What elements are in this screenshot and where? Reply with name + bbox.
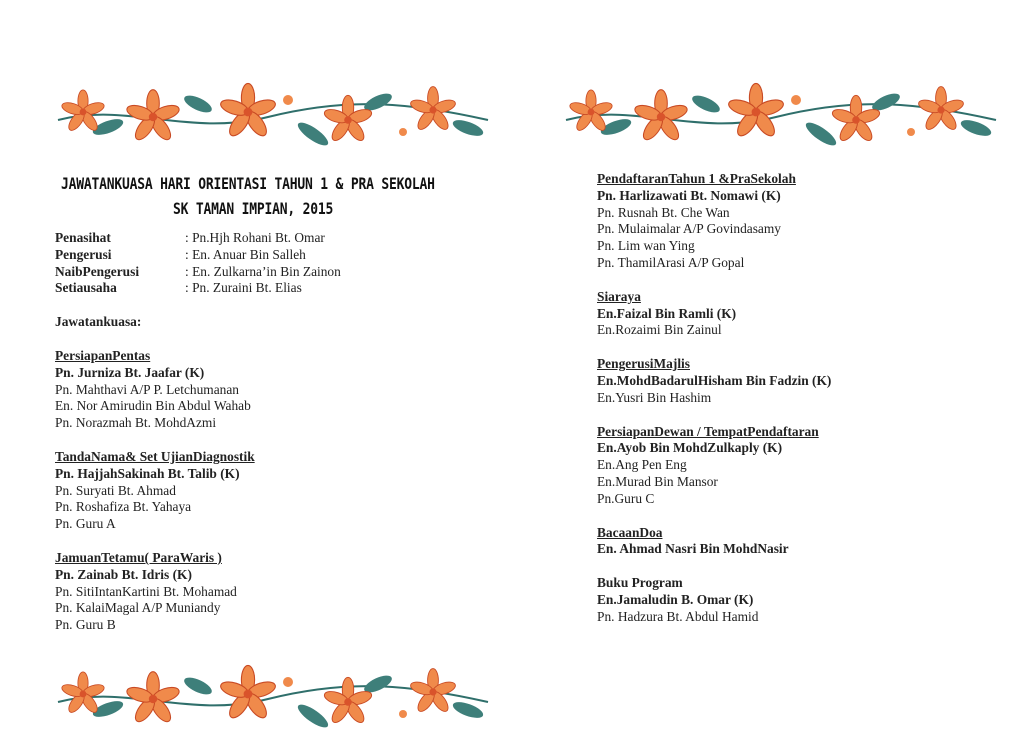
section-member: Pn. Rusnah Bt. Che Wan — [597, 204, 730, 220]
officer-name: : Pn. Zuraini Bt. Elias — [185, 280, 302, 296]
section-member: Pn. Guru A — [55, 516, 116, 532]
section-leader: En.Jamaludin B. Omar (K) — [597, 591, 754, 607]
right-column — [597, 171, 997, 626]
section-siaraya — [597, 289, 997, 339]
section-member: Pn. ThamilArasi A/P Gopal — [597, 254, 745, 270]
section-member: En. Nor Amirudin Bin Abdul Wahab — [55, 398, 251, 414]
officers-list — [55, 230, 515, 297]
section-member: Pn. Roshafiza Bt. Yahaya — [55, 499, 192, 515]
section-title: PersiapanPentas — [55, 347, 151, 363]
section-member: En.Ang Pen Eng — [597, 457, 687, 473]
officer-name: : En. Anuar Bin Salleh — [185, 246, 306, 262]
floral-decoration-icon — [48, 82, 498, 152]
section-leader: En.Faizal Bin Ramli (K) — [597, 305, 737, 321]
officer-name: : En. Zulkarna’in Bin Zainon — [185, 263, 341, 279]
officer-row — [55, 280, 515, 297]
officer-row — [55, 247, 515, 264]
section-leader: En. Ahmad Nasri Bin MohdNasir — [597, 541, 789, 557]
officer-role: Setiausaha — [55, 280, 117, 296]
floral-border-top-right — [556, 82, 1006, 152]
committee-label: Jawatankuasa: — [55, 314, 142, 330]
officer-row — [55, 264, 515, 281]
section-member: Pn. Norazmah Bt. MohdAzmi — [55, 415, 217, 431]
section-pengerusi-majlis — [597, 356, 997, 406]
section-member: En.Rozaimi Bin Zainul — [597, 322, 722, 338]
section-member: Pn. Suryati Bt. Ahmad — [55, 482, 176, 498]
floral-decoration-icon — [556, 82, 1006, 152]
page-title: JAWATANKUASA HARI ORIENTASI TAHUN 1 & PRA SEKOLAH — [61, 175, 435, 194]
page-subtitle: SK TAMAN IMPIAN, 2015 — [173, 200, 334, 219]
section-member: Pn. KalaiMagal A/P Muniandy — [55, 600, 221, 616]
section-buku-program — [597, 575, 997, 625]
section-member: Pn. Guru B — [55, 617, 116, 633]
section-leader: Pn. Zainab Bt. Idris (K) — [55, 566, 192, 582]
section-member: Pn. Mahthavi A/P P. Letchumanan — [55, 381, 239, 397]
officer-role: Pengerusi — [55, 246, 112, 262]
left-column — [55, 175, 515, 634]
section-title: PersiapanDewan / TempatPendaftaran — [597, 423, 819, 439]
section-leader: En.MohdBadarulHisham Bin Fadzin (K) — [597, 372, 832, 388]
section-title: JamuanTetamu( ParaWaris ) — [55, 549, 222, 565]
section-title: TandaNama& Set UjianDiagnostik — [55, 448, 255, 464]
section-member: Pn. Hadzura Bt. Abdul Hamid — [597, 608, 759, 624]
section-persiapan-pentas — [55, 348, 515, 432]
section-title: PengerusiMajlis — [597, 356, 690, 372]
section-leader: Pn. Harlizawati Bt. Nomawi (K) — [597, 187, 781, 203]
section-leader: Pn. Jurniza Bt. Jaafar (K) — [55, 364, 205, 380]
section-title: PendaftaranTahun 1 &PraSekolah — [597, 171, 796, 186]
floral-border-top-left — [48, 82, 498, 152]
section-title: Siaraya — [597, 288, 641, 304]
section-persiapan-dewan — [597, 424, 997, 508]
section-member: Pn. Mulaimalar A/P Govindasamy — [597, 221, 781, 237]
section-pendaftaran — [597, 171, 997, 272]
section-tanda-nama — [55, 449, 515, 533]
section-jamuan-tetamu — [55, 550, 515, 634]
section-member: Pn.Guru C — [597, 490, 655, 506]
section-member: En.Yusri Bin Hashim — [597, 389, 712, 405]
section-bacaan-doa — [597, 525, 997, 559]
section-member: Pn. Lim wan Ying — [597, 238, 695, 254]
officer-role: Penasihat — [55, 230, 111, 245]
section-member: En.Murad Bin Mansor — [597, 473, 718, 489]
section-leader: En.Ayob Bin MohdZulkaply (K) — [597, 440, 783, 456]
section-title: BacaanDoa — [597, 524, 663, 540]
officer-role: NaibPengerusi — [55, 263, 140, 279]
officer-name: : Pn.Hjh Rohani Bt. Omar — [185, 230, 325, 245]
section-leader: Pn. HajjahSakinah Bt. Talib (K) — [55, 465, 240, 481]
section-title: Buku Program — [597, 575, 683, 591]
section-member: Pn. SitiIntanKartini Bt. Mohamad — [55, 583, 237, 599]
